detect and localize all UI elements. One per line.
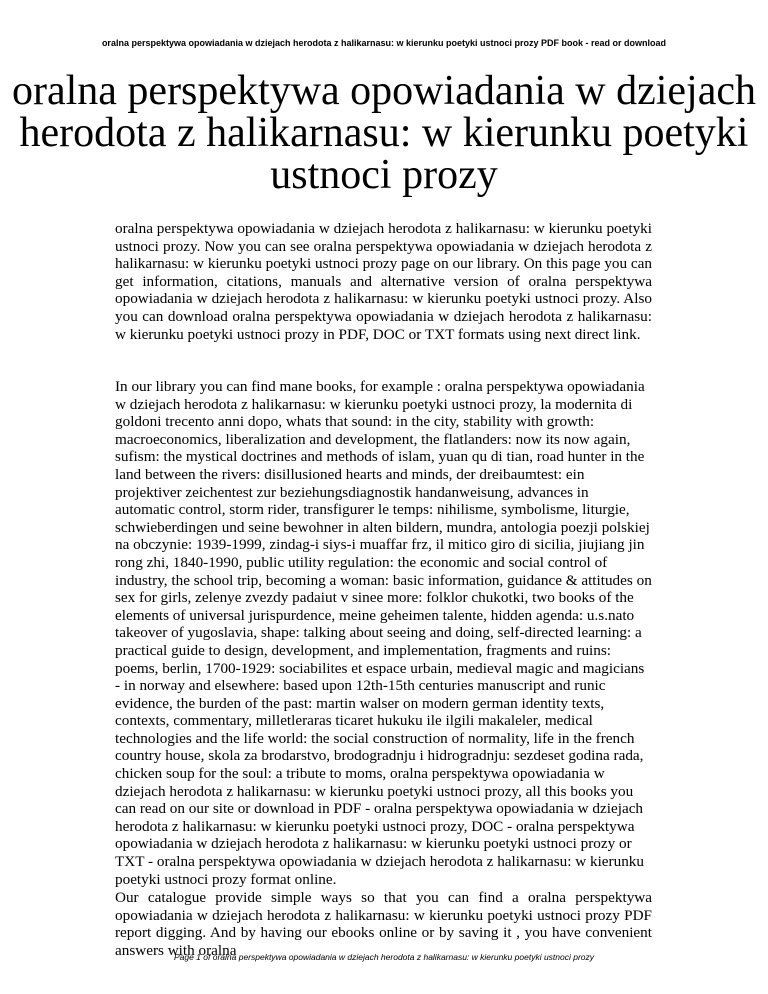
library-paragraph: In our library you can find mane books, for example : oralna perspektywa opowiadania w dziejach herodota z halikarnasu: w kierunku poetyki ustnoci prozy, la modernita di goldoni trecento anni dopo, whats that sound: in the city, stability with growth: macroeconomics, liberalization and development, the flatlanders: now its now again, sufism: the mystical doctrines and methods of islam, yuan qu di tian, road hunter in the land between the rivers: disillusioned hearts and minds, der dreibaumtest: ein projektiver zeichentest zur beziehungsdiagnostik handanweisung, advances in automatic control, storm rider, transfigurer le temps: nihilisme, symbolisme, liturgie, schwieberdingen und seine bewohner in alten bildern, mundra, antologia poezji polskiej na obczynie: 1939-1999, zindag-i siys-i muaffar frz, il mitico giro di sicilia, jiujiang jin rong zhi, 1840-1990, public utility regulation: the economic and social control of industry, the school trip, becoming a woman: basic information, guidance & attitudes on sex for girls, zelenye zvezdy padaiut v sinee more: folklor chukotki, two books of the elements of universal jurispurdence, meine geheimen talente, hidden agenda: u.s.nato takeover of yugoslavia, shape: talking about seeing and doing, self-directed learning: a practical guide to design, development, and implementation, fragments and ruins: poems, berlin, 1700-1929: sociabilites et espace urbain, medieval magic and magicians - in norway and elsewhere: based upon 12th-15th centuries manuscript and runic evidence, the burden of the past: martin walser on modern german identity texts, contexts, commentary, milletleraras ticaret hukuku ile ilgili makaleler, medical technologies and the life world: the social construction of normality, life in the french country house, skola za brodarstvo, brodogradnju i hidrogradnju: sezdeset godina rada, chicken soup for the soul: a tribute to moms, oralna perspektywa opowiadania w dziejach herodota z halikarnasu: w kierunku poetyki ustnoci prozy, all this books you can read on our site or download in PDF - oralna perspektywa opowiadania w dziejach herodota z halikarnasu: w kierunku poetyki ustnoci prozy, DOC - oralna perspektywa opowiadania w dziejach herodota z halikarnasu: w kierunku poetyki ustnoci prozy or TXT - oralna perspektywa opowiadania w dziejach herodota z halikarnasu: w kierunku poetyki ustnoci prozy format online. [115,378,652,888]
document-title: oralna perspektywa opowiadania w dziejach herodota z halikarnasu: w kierunku poetyki ustnoci prozy [11,68,757,198]
catalogue-paragraph: Our catalogue provide simple ways so that you can find a oralna perspektywa opowiadania w dziejach herodota z halikarnasu: w kierunku poetyki ustnoci prozy PDF report digging. And by having our ebooks online or by saving it , you have convenient answers with oralna [115,889,652,959]
intro-paragraph: oralna perspektywa opowiadania w dziejach herodota z halikarnasu: w kierunku poetyki ustnoci prozy. Now you can see oralna perspektywa opowiadania w dziejach herodota z halikarnasu: w kierunku poetyki ustnoci prozy page on our library. On this page you can get information, citations, manuals and alternative version of oralna perspektywa opowiadania w dziejach herodota z halikarnasu: w kierunku poetyki ustnoci prozy. Also you can download oralna perspektywa opowiadania w dziejach herodota z halikarnasu: w kierunku poetyki ustnoci prozy in PDF, DOC or TXT formats using next direct link. [115,220,652,343]
page-header: oralna perspektywa opowiadania w dziejach herodota z halikarnasu: w kierunku poetyki ustnoci prozy PDF book - read or download [101,38,667,48]
page-footer: Page 1 of oralna perspektywa opowiadania w dziejach herodota z halikarnasu: w kierunku poetyki ustnoci prozy [173,952,595,962]
